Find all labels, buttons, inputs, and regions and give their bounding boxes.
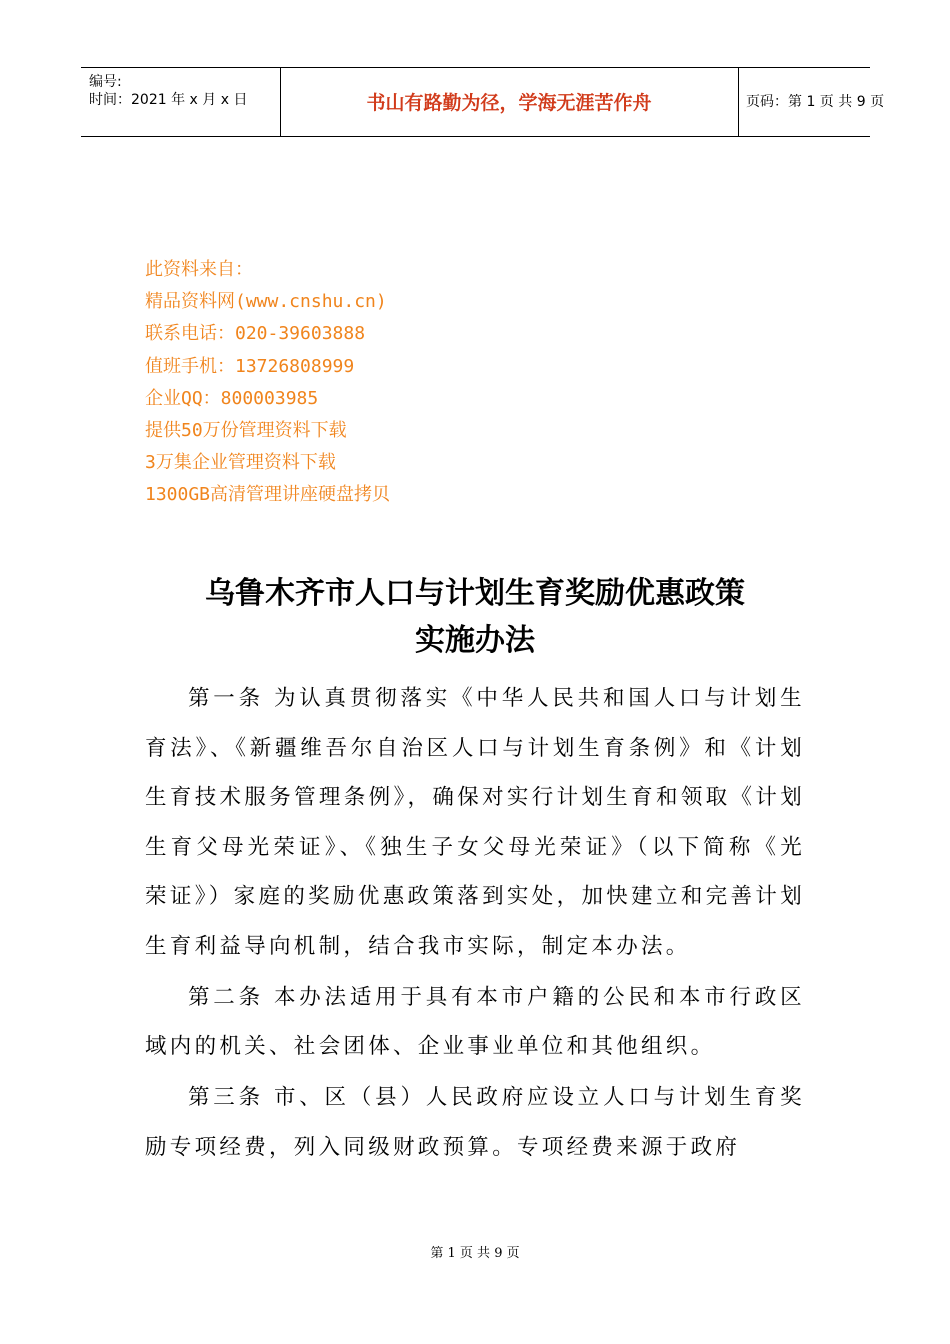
document-number-label: 编号:	[89, 74, 122, 90]
source-line-from: 此资料来自：	[145, 259, 253, 280]
header-motto-cell	[280, 68, 739, 136]
article-label: 第一条	[188, 686, 264, 711]
source-line-mobile: 值班手机：13726808999	[145, 355, 355, 377]
article-text: 本办法适用于具有本市户籍的公民和本市行政区域内的机关、社会团体、企业事业单位和其他组织。	[145, 984, 805, 1059]
source-line-offer-2: 3万集企业管理资料下载	[145, 452, 336, 474]
article-paragraph	[145, 1073, 805, 1172]
header-meta-cell	[81, 68, 281, 136]
header-page-cell	[738, 68, 885, 136]
source-line-offer-1: 提供50万份管理资料下载	[145, 419, 347, 441]
document-title-line-2: 实施办法	[415, 623, 535, 658]
source-line-qq: 企业QQ：800003985	[145, 387, 319, 409]
source-line-offer-3: 1300GB高清管理讲座硬盘拷贝	[145, 484, 391, 506]
document-title	[100, 570, 850, 664]
article-text: 市、区（县）人民政府应设立人口与计划生育奖励专项经费，列入同级财政预算。专项经费来源于政府	[145, 1085, 805, 1160]
header-motto: 书山有路勤为径，学海无涯苦作舟	[366, 92, 652, 114]
document-title-line-1: 乌鲁木齐市人口与计划生育奖励优惠政策	[205, 576, 745, 611]
article-label: 第三条	[188, 1085, 264, 1110]
article-label: 第二条	[188, 984, 264, 1010]
header-page-info: 页码：第 1 页 共 9 页	[746, 94, 885, 110]
article-paragraph	[145, 674, 805, 971]
article-text: 为认真贯彻落实《中华人民共和国人口与计划生育法》、《新疆维吾尔自治区人口与计划生育条例》和《计划生育技术服务管理条例》，确保对实行计划生育和领取《计划生育父母光荣证》、《独生子女父母光荣证》（以下简称《光荣证》）家庭的奖励优惠政策落到实处，加快建立和完善计划生育利益导向机制，结合我市实际，制定本办法。	[145, 686, 805, 959]
source-line-website: 精品资料网(www.cnshu.cn)	[145, 291, 387, 313]
document-header	[81, 67, 885, 137]
source-info-block	[145, 254, 390, 512]
page-footer: 第 1 页 共 9 页	[430, 1246, 520, 1261]
source-line-phone: 联系电话：020-39603888	[145, 323, 366, 345]
article-paragraph	[145, 973, 805, 1072]
document-body	[145, 674, 805, 1174]
document-date-label: 时间：2021 年 x 月 x 日	[89, 92, 248, 108]
